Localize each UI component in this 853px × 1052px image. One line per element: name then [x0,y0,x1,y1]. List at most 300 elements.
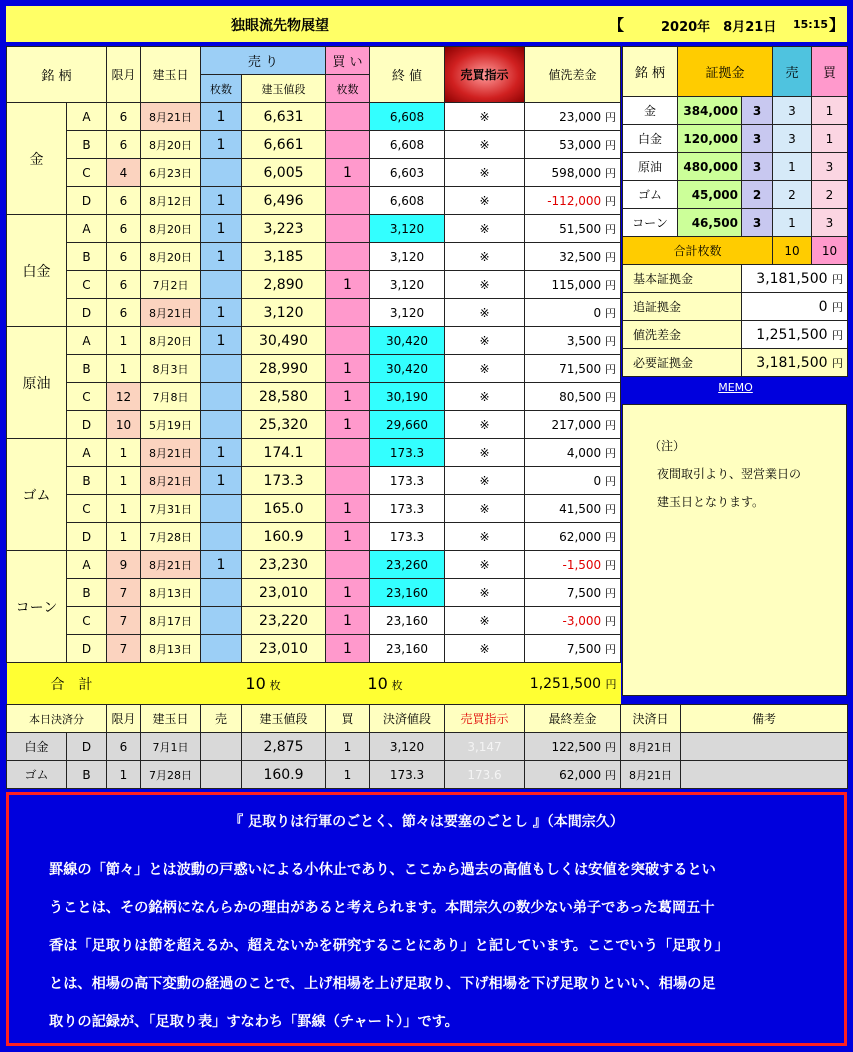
contract-month: 4 [107,159,141,187]
settle-buy: 1 [326,761,370,789]
memo-link[interactable]: MEMO [718,381,753,394]
close-price: 23,160 [370,579,445,607]
contract-code: A [67,439,107,467]
contract-code: B [67,131,107,159]
contract-month: 6 [107,131,141,159]
contract-code: D [67,523,107,551]
contract-code: B [67,579,107,607]
position-price: 173.3 [242,467,326,495]
position-price: 28,990 [242,355,326,383]
mark-diff-yen: 円 [605,138,616,152]
contract-code: D [67,187,107,215]
position-date: 8月12日 [141,187,201,215]
mark-diff-yen: 円 [605,110,616,124]
summary-label: 基本証拠金 [623,265,742,293]
quote-line-4: とは、相場の高下変動の経過のことで、上げ相場を上げ足取り、下げ相場を下げ足取りといい、相場の足 [49,976,716,992]
buy-count: 1 [326,271,370,299]
mark-diff [525,103,621,131]
settle-header-saishu: 最終差金 [525,705,621,733]
mark-diff-yen: 円 [605,418,616,432]
mark-diff-value: -1,500 [562,557,602,572]
settle-header-biko: 備考 [681,705,848,733]
settle-diff: 62,000 [559,767,602,782]
margin-sell: 2 [773,181,812,209]
contract-month: 1 [107,327,141,355]
sell-count: 1 [201,299,242,327]
position-row [7,411,621,439]
summary-row [623,265,848,293]
margin-sell: 1 [773,209,812,237]
contract-code: C [67,159,107,187]
position-date: 8月21日 [141,103,201,131]
sell-count [201,495,242,523]
margin-buy: 1 [812,97,848,125]
mark-diff [525,411,621,439]
settle-code: D [67,733,107,761]
position-date: 8月21日 [141,467,201,495]
contract-month: 1 [107,355,141,383]
summary-value: 1,251,500 [756,326,828,343]
mark-diff-yen: 円 [605,586,616,600]
close-price: 3,120 [370,243,445,271]
bracket-close: 】 [829,16,845,34]
margin-buy: 1 [812,125,848,153]
trade-signal: ※ [445,439,525,467]
position-date: 8月20日 [141,215,201,243]
settle-header-price: 建玉値段 [242,705,326,733]
contract-month: 6 [107,215,141,243]
contract-month: 6 [107,299,141,327]
mark-diff-yen: 円 [605,194,616,208]
settle-settle-price: 3,120 [370,733,445,761]
memo-panel [622,381,847,696]
contract-code: A [67,215,107,243]
margin-commodity: コーン [623,209,678,237]
settle-buy: 1 [326,733,370,761]
mark-diff-value: 0 [593,473,602,488]
settle-settle-date: 8月21日 [621,761,681,789]
contract-month: 6 [107,187,141,215]
close-price: 23,160 [370,635,445,663]
settle-diff-cell [525,733,621,761]
sell-count: 1 [201,215,242,243]
position-row [7,243,621,271]
sell-count: 1 [201,103,242,131]
contract-code: A [67,327,107,355]
contract-code: C [67,271,107,299]
margin-sell: 3 [773,125,812,153]
contract-month: 1 [107,467,141,495]
sell-count: 1 [201,467,242,495]
header-tategyokubi: 建玉日 [141,47,201,103]
bracket-open: 【 [609,16,625,34]
position-date: 7月2日 [141,271,201,299]
contract-month: 7 [107,607,141,635]
margin-amount: 45,000 [678,181,742,209]
mark-diff [525,131,621,159]
position-price: 174.1 [242,439,326,467]
close-price: 173.3 [370,495,445,523]
mark-diff [525,495,621,523]
sell-count [201,159,242,187]
margin-table [622,46,848,377]
summary-yen: 円 [832,272,843,286]
summary-value-cell [742,349,848,377]
buy-count: 1 [326,607,370,635]
settle-signal: 3,147 [445,733,525,761]
positions-table [6,46,621,705]
contract-month: 1 [107,439,141,467]
position-date: 8月17日 [141,607,201,635]
settlement-row [7,761,848,789]
position-price: 3,185 [242,243,326,271]
summary-yen: 円 [832,356,843,370]
mark-diff-yen: 円 [605,530,616,544]
mark-diff [525,607,621,635]
quote-line-3: 香は「足取りは節を超えるか、超えないかを研究することにあり」と記しています。ここでいう「足取り」 [49,938,729,954]
mark-diff-value: 71,500 [559,361,602,376]
settle-settle-date: 8月21日 [621,733,681,761]
contract-code: C [67,495,107,523]
trade-signal: ※ [445,383,525,411]
margin-total-label: 合計枚数 [623,237,773,265]
position-date: 7月8日 [141,383,201,411]
mark-diff [525,299,621,327]
mark-diff-value: 32,500 [559,249,602,264]
mark-diff-value: 41,500 [559,501,602,516]
mark-diff-value: 80,500 [559,389,602,404]
buy-count [326,327,370,355]
settlement-row [7,733,848,761]
margin-lots: 3 [742,97,773,125]
total-yen: 円 [605,677,617,691]
position-price: 6,005 [242,159,326,187]
close-price: 3,120 [370,299,445,327]
contract-month: 7 [107,635,141,663]
position-row [7,495,621,523]
buy-count [326,439,370,467]
settle-note [681,761,848,789]
margin-row [623,97,848,125]
settle-commodity: 白金 [7,733,67,761]
mark-diff-value: 23,000 [559,109,602,124]
position-row [7,299,621,327]
mark-diff-value: 51,500 [559,221,602,236]
contract-code: A [67,103,107,131]
trade-signal: ※ [445,187,525,215]
position-row [7,383,621,411]
buy-count: 1 [326,635,370,663]
header-owarine: 終 値 [370,47,445,103]
margin-commodity: ゴム [623,181,678,209]
commodity-name: 金 [7,103,67,215]
buy-count [326,131,370,159]
close-price: 30,420 [370,355,445,383]
close-price: 23,160 [370,607,445,635]
buy-count: 1 [326,411,370,439]
position-row [7,355,621,383]
commodity-name: 白金 [7,215,67,327]
margin-row [623,125,848,153]
mark-diff-value: 7,500 [566,641,602,656]
mark-diff-value: 53,000 [559,137,602,152]
title-bar [6,6,847,42]
position-price: 25,320 [242,411,326,439]
summary-label: 追証拠金 [623,293,742,321]
close-price: 6,608 [370,187,445,215]
close-price: 173.3 [370,467,445,495]
sell-count: 1 [201,551,242,579]
settle-month: 1 [107,761,141,789]
mark-diff-yen: 円 [605,278,616,292]
trade-signal: ※ [445,215,525,243]
settle-code: B [67,761,107,789]
buy-count [326,551,370,579]
header-gengetsu: 限月 [107,47,141,103]
contract-code: B [67,467,107,495]
close-price: 6,608 [370,103,445,131]
trade-signal: ※ [445,467,525,495]
position-price: 6,631 [242,103,326,131]
trade-signal: ※ [445,131,525,159]
contract-code: C [67,383,107,411]
contract-code: A [67,551,107,579]
contract-month: 9 [107,551,141,579]
buy-count [326,243,370,271]
margin-sell: 1 [773,153,812,181]
buy-count: 1 [326,579,370,607]
header-price: 建玉値段 [242,75,326,103]
settle-header-tategyokubi: 建玉日 [141,705,201,733]
settle-header-buy: 買 [326,705,370,733]
mark-diff-yen: 円 [605,166,616,180]
margin-header-meigara: 銘 柄 [623,47,678,97]
mark-diff [525,383,621,411]
settle-commodity: ゴム [7,761,67,789]
settle-header-settle-price: 決済値段 [370,705,445,733]
position-date: 8月3日 [141,355,201,383]
contract-month: 1 [107,523,141,551]
trade-signal: ※ [445,551,525,579]
memo-note-line2: 建玉日となります。 [657,495,765,509]
summary-value-cell [742,321,848,349]
mark-diff-yen: 円 [605,502,616,516]
margin-amount: 480,000 [678,153,742,181]
quote-box [6,792,847,1046]
mark-diff [525,635,621,663]
commodity-name: ゴム [7,439,67,551]
contract-code: B [67,243,107,271]
mark-diff [525,243,621,271]
mark-diff-yen: 円 [605,334,616,348]
contract-month: 6 [107,271,141,299]
position-date: 8月20日 [141,243,201,271]
mark-diff-yen: 円 [605,614,616,628]
header-sell-count: 枚数 [201,75,242,103]
trade-signal: ※ [445,299,525,327]
close-price: 3,120 [370,271,445,299]
close-price: 6,608 [370,131,445,159]
trade-signal: ※ [445,607,525,635]
sell-count [201,607,242,635]
mark-diff-value: -112,000 [547,193,602,208]
close-price: 3,120 [370,215,445,243]
settle-diff-cell [525,761,621,789]
contract-month: 7 [107,579,141,607]
margin-lots: 3 [742,153,773,181]
sell-count [201,635,242,663]
buy-count [326,299,370,327]
position-row [7,439,621,467]
settle-header-sell: 売 [201,705,242,733]
mark-diff [525,579,621,607]
position-price: 30,490 [242,327,326,355]
total-sell-unit: 枚 [269,679,281,693]
header-baibai: 売買指示 [445,47,525,103]
mark-diff-yen: 円 [605,558,616,572]
position-row [7,467,621,495]
mark-diff-value: 62,000 [559,529,602,544]
contract-code: C [67,607,107,635]
margin-buy: 3 [812,153,848,181]
total-diff: 1,251,500 [529,675,602,692]
position-row [7,159,621,187]
mark-diff [525,467,621,495]
sell-count: 1 [201,243,242,271]
position-row [7,551,621,579]
mark-diff [525,215,621,243]
summary-yen: 円 [832,328,843,342]
contract-month: 1 [107,495,141,523]
trade-signal: ※ [445,327,525,355]
mark-diff [525,439,621,467]
mark-diff-value: 115,000 [551,277,602,292]
close-price: 30,190 [370,383,445,411]
mark-diff-value: 217,000 [551,417,602,432]
mark-diff-yen: 円 [605,362,616,376]
settle-header-kessaibi: 決済日 [621,705,681,733]
trade-signal: ※ [445,635,525,663]
summary-row [623,293,848,321]
contract-month: 10 [107,411,141,439]
trade-signal: ※ [445,103,525,131]
mark-diff-yen: 円 [605,306,616,320]
settle-price: 2,875 [242,733,326,761]
header-sell: 売 り [201,47,326,75]
margin-buy: 2 [812,181,848,209]
mark-diff-value: 0 [593,305,602,320]
sell-count: 1 [201,187,242,215]
sell-count [201,271,242,299]
contract-month: 12 [107,383,141,411]
sell-count: 1 [201,131,242,159]
margin-total-sell: 10 [773,237,812,265]
position-price: 23,230 [242,551,326,579]
position-price: 2,890 [242,271,326,299]
sell-count [201,355,242,383]
position-date: 8月20日 [141,327,201,355]
mark-diff [525,327,621,355]
close-price: 173.3 [370,523,445,551]
mark-diff [525,159,621,187]
trade-signal: ※ [445,355,525,383]
margin-header-shokokin: 証拠金 [678,47,773,97]
trade-signal: ※ [445,523,525,551]
settle-yen: 円 [605,740,616,754]
contract-code: D [67,411,107,439]
position-row [7,271,621,299]
settle-date: 7月1日 [141,733,201,761]
settle-sell [201,761,242,789]
contract-code: D [67,635,107,663]
total-buy-unit: 枚 [391,679,403,693]
position-price: 165.0 [242,495,326,523]
mark-diff-yen: 円 [605,390,616,404]
sell-count: 1 [201,327,242,355]
header-buy-count: 枚数 [326,75,370,103]
position-row [7,103,621,131]
buy-count: 1 [326,495,370,523]
summary-row [623,349,848,377]
trade-signal: ※ [445,243,525,271]
summary-label: 必要証拠金 [623,349,742,377]
settle-header-gengetsu: 限月 [107,705,141,733]
margin-lots: 2 [742,181,773,209]
summary-yen: 円 [832,300,843,314]
mark-diff-value: 598,000 [551,165,602,180]
mark-diff [525,271,621,299]
settle-price: 160.9 [242,761,326,789]
position-row [7,607,621,635]
settle-yen: 円 [605,768,616,782]
quote-line-5: 取りの記録が、「足取り表」すなわち「罫線（チャート）」です。 [49,1014,459,1030]
mark-diff-value: 7,500 [566,585,602,600]
mark-diff [525,551,621,579]
margin-header-sell: 売 [773,47,812,97]
mark-diff [525,355,621,383]
mark-diff-yen: 円 [605,222,616,236]
margin-amount: 384,000 [678,97,742,125]
mark-diff-yen: 円 [605,474,616,488]
buy-count: 1 [326,523,370,551]
contract-month: 6 [107,103,141,131]
mark-diff-value: 4,000 [566,445,602,460]
position-date: 8月21日 [141,299,201,327]
margin-lots: 3 [742,209,773,237]
contract-month: 6 [107,243,141,271]
buy-count: 1 [326,383,370,411]
commodity-name: 原油 [7,327,67,439]
margin-amount: 46,500 [678,209,742,237]
position-date: 5月19日 [141,411,201,439]
position-row [7,579,621,607]
summary-label: 値洗差金 [623,321,742,349]
position-price: 23,220 [242,607,326,635]
position-date: 8月21日 [141,439,201,467]
settle-settle-price: 173.3 [370,761,445,789]
position-row [7,187,621,215]
position-date: 7月28日 [141,523,201,551]
margin-lots: 3 [742,125,773,153]
buy-count [326,103,370,131]
position-row [7,635,621,663]
close-price: 6,603 [370,159,445,187]
trade-signal: ※ [445,159,525,187]
mark-diff-value: 3,500 [566,333,602,348]
position-date: 8月13日 [141,635,201,663]
total-label: 合 計 [7,663,201,705]
settle-header-baibai: 売買指示 [445,705,525,733]
